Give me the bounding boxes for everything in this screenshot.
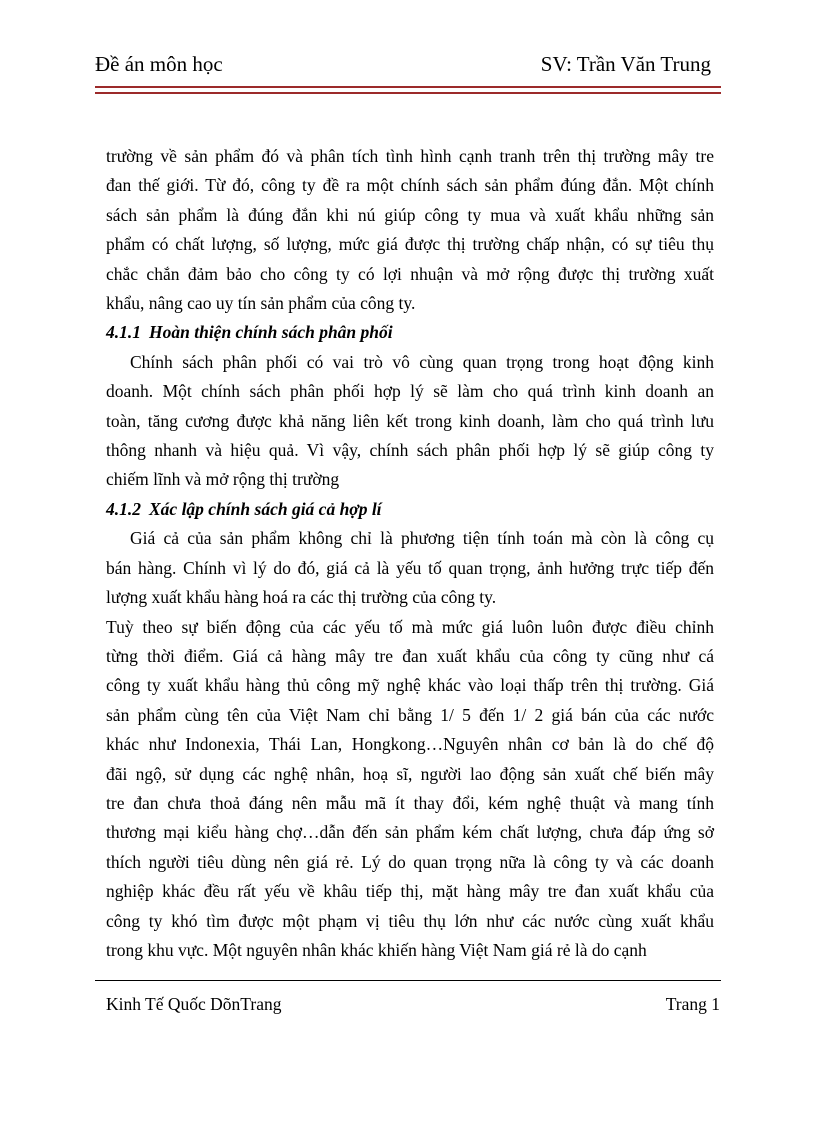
text-line: Tuỳ theo sự biến động của các yếu tố mà mức giá luôn luôn được điều chỉnh — [106, 616, 714, 637]
text-line: nghiệp khác đều rất yếu về khâu tiếp thị, mặt hàng mây tre đan xuất khẩu của — [106, 881, 714, 902]
footer-faculty: Kinh Tế Quốc DõnTrang — [106, 994, 282, 1014]
section-title: Hoàn thiện chính sách phân phối — [149, 322, 393, 343]
footer-divider — [95, 980, 721, 981]
text-line: đan thế giới. Từ đó, công ty đề ra một chính sách sản phẩm đúng đắn. Một chính — [106, 175, 714, 196]
paragraph-pricing-intro — [106, 524, 714, 612]
text-line: sách sản phẩm là đúng đắn khi nú giúp công ty mua và xuất khẩu những sản — [106, 204, 714, 225]
text-line: công ty khó tìm được một phạm vị tiêu thụ lớn như các nước cùng xuất khẩu — [106, 910, 714, 931]
paragraph-product-policy — [106, 142, 714, 318]
text-line: khác như Indonexia, Thái Lan, Hongkong…Nguyên nhân cơ bản là do chế độ — [106, 734, 714, 755]
text-line: toàn, tăng cương được khả năng liên kết trong kinh doanh, làm cho quá trình lưu — [106, 410, 714, 431]
section-heading-pricing — [106, 495, 714, 524]
document-body — [106, 142, 714, 965]
text-line: trong khu vực. Một nguyên nhân khác khiến hàng Việt Nam giá rẻ là do cạnh — [106, 939, 647, 960]
text-line: lượng xuất khẩu hàng hoá ra các thị trường của công ty. — [106, 587, 497, 608]
text-line: doanh. Một chính sách phân phối hợp lý sẽ làm cho quá trình kinh doanh an — [106, 381, 714, 402]
text-line: chắc chắn đảm bảo cho công ty có lợi nhuận và mở rộng được thị trường xuất — [106, 263, 714, 284]
paragraph-distribution-policy — [106, 348, 714, 495]
header-student-name: SV: Trần Văn Trung — [540, 52, 711, 76]
paragraph-pricing-analysis — [106, 613, 714, 966]
header-course-title: Đề án môn học — [95, 52, 223, 76]
text-line: tre đan chưa thoả đáng nên mẫu mã ít thay đổi, kém nghệ thuật và mang tính — [106, 792, 714, 813]
text-line: đãi ngộ, sử dụng các nghệ nhân, hoạ sĩ, người lao động sản xuất chế biến mây — [106, 763, 714, 784]
text-line: chiếm lĩnh và mở rộng thị trường — [106, 469, 340, 490]
text-line: Chính sách phân phối có vai trò vô cùng quan trọng trong hoạt động kinh — [130, 351, 714, 372]
header-divider-top — [95, 86, 721, 88]
header-divider-bottom — [95, 92, 721, 94]
text-line: bán hàng. Chính vì lý do đó, giá cả là yếu tố quan trọng, ảnh hưởng trực tiếp đến — [106, 557, 714, 578]
text-line: thương mại kiểu hàng chợ…dẫn đến sản phẩm kém chất lượng, chưa đáp ứng sở — [106, 822, 714, 843]
text-line: thích người tiêu dùng nên giá rẻ. Lý do quan trọng nữa là công ty và các doanh — [106, 851, 714, 872]
text-line: phẩm có chất lượng, số lượng, mức giá được thị trường chấp nhận, có sự tiêu thụ — [106, 234, 714, 255]
section-number: 4.1.1 — [106, 322, 141, 343]
section-title: Xác lập chính sách giá cả hợp lí — [149, 498, 382, 519]
text-line: khẩu, nâng cao uy tín sản phẩm của công ty. — [106, 293, 416, 314]
footer-page-number: Trang 1 — [665, 994, 720, 1014]
text-line: Giá cả của sản phẩm không chỉ là phương tiện tính toán mà còn là công cụ — [130, 528, 714, 549]
page-header — [95, 50, 721, 82]
section-number: 4.1.2 — [106, 498, 141, 519]
text-line: công ty xuất khẩu hàng thủ công mỹ nghệ khác vào loại thấp trên thị trường. Giá — [106, 675, 714, 696]
section-heading-distribution — [106, 318, 714, 347]
text-line: từng thời điểm. Giá cả hàng mây tre đan xuất khẩu của công ty cũng như cá — [106, 645, 714, 666]
text-line: thông nhanh và hiệu quả. Vì vậy, chính sách phân phối hợp lý sẽ giúp công ty — [106, 440, 714, 461]
text-line: sản phẩm cùng tên của Việt Nam chỉ bằng 1/ 5 đến 1/ 2 giá bán của các nước — [106, 704, 714, 725]
text-line: trường về sản phẩm đó và phân tích tình hình cạnh tranh trên thị trường mây tre — [106, 146, 714, 166]
